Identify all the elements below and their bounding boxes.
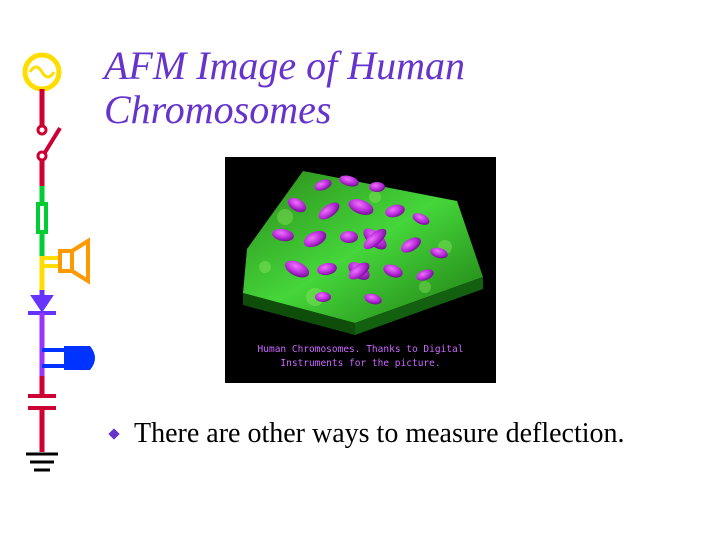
afm-chromosome-image [225, 157, 496, 383]
capacitor-icon [28, 396, 56, 408]
slide-title [104, 44, 664, 132]
plug-icon [42, 346, 95, 370]
slide-title-line: Chromosomes [104, 87, 332, 132]
figure-caption-line: Human Chromosomes. Thanks to Digital [257, 344, 464, 355]
resistor-icon [38, 204, 46, 232]
slide-title-line: AFM Image of Human [104, 43, 466, 88]
figure-caption-line: Instruments for the picture. [280, 358, 441, 369]
diode-icon [28, 296, 56, 313]
diamond-bullet-icon [108, 428, 119, 439]
speaker-icon [42, 241, 88, 281]
circuit-decoration [0, 0, 110, 540]
bullet-text: There are other ways to measure deflection. [134, 418, 625, 449]
switch-icon [38, 126, 60, 160]
ac-source-icon [25, 55, 59, 89]
ground-icon [26, 454, 58, 470]
figure-caption [225, 343, 496, 371]
